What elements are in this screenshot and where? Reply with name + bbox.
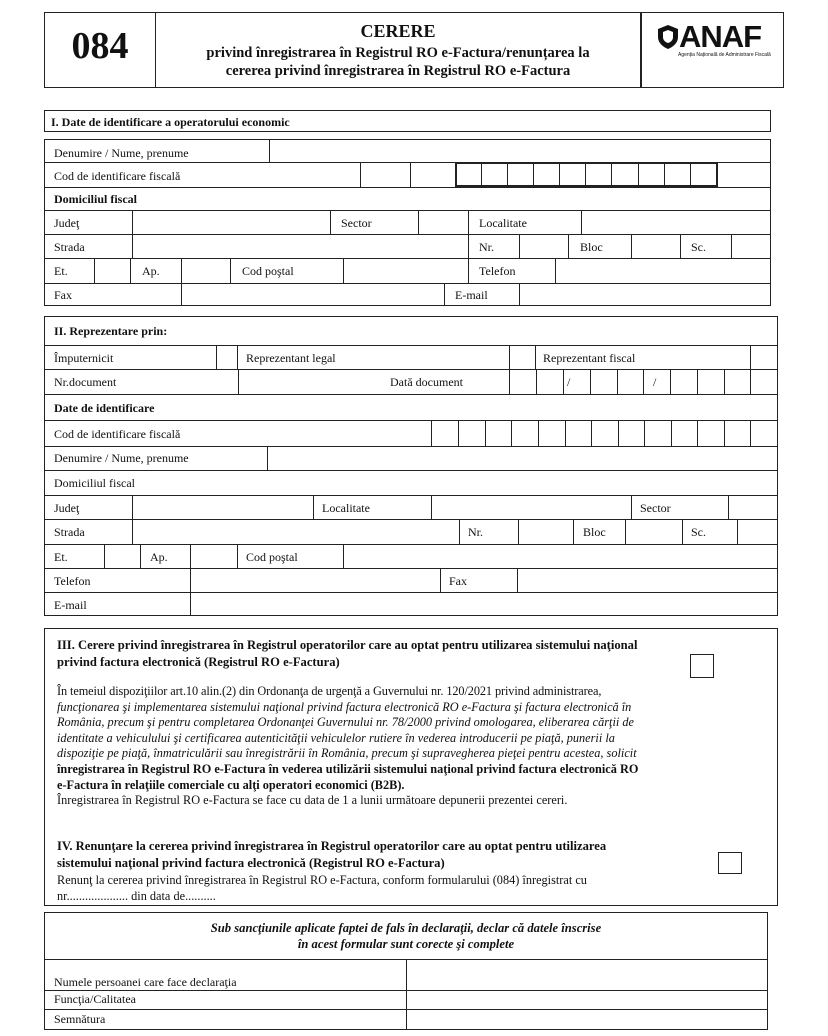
logo-subtext: Agenția Națională de Administrare Fiscală	[678, 52, 771, 58]
section3-heading-line2: privind factura electronică (Registrul RO e-Factura)	[57, 655, 340, 669]
declarant-function-label: Funcţia/Calitatea	[54, 992, 136, 1006]
logo-text: ANAF	[679, 19, 762, 54]
s2-email-label: E-mail	[54, 598, 87, 612]
s1-domicile-label: Domiciliul fiscal	[54, 192, 137, 206]
declaration-line1: Sub sancţiunile aplicate faptei de fals în declaraţii, declar că datele înscrise	[210, 921, 602, 935]
section3-checkbox[interactable]	[690, 654, 714, 678]
s1-sector-field[interactable]	[419, 211, 468, 234]
s2-domicile-label: Domiciliul fiscal	[54, 476, 135, 490]
s1-name-label: Denumire / Nume, prenume	[54, 146, 189, 160]
section1-heading: I. Date de identificare a operatorului economic	[51, 115, 290, 129]
s2-email-field[interactable]	[191, 593, 777, 615]
s3-line5: dispoziţie pe piaţă, înmatriculării sau înregistrării în România, precum şi supravegherea pieţei pentru acestea, solicit	[57, 746, 637, 761]
s1-street-label: Strada	[54, 240, 85, 254]
s2-cif-label: Cod de identificare fiscală	[54, 427, 181, 441]
s1-postal-label: Cod poştal	[242, 264, 294, 278]
s2-legal-rep-label: Reprezentant legal	[246, 351, 336, 365]
s2-date-sep-2: /	[653, 375, 657, 389]
s2-proxy-label: Împuternicit	[54, 351, 114, 365]
s2-block-label: Bloc	[583, 525, 606, 539]
form-subtitle-line2: cererea privind înregistrarea în Registrul RO e-Factura	[225, 63, 571, 79]
shield-icon	[657, 24, 679, 50]
s1-nr-label: Nr.	[479, 240, 494, 254]
s2-name-field[interactable]	[268, 447, 777, 470]
s1-sector-label: Sector	[341, 216, 372, 230]
section4-heading-line2: sistemului naţional privind factura electronică (Registrul RO e-Factura)	[57, 856, 445, 870]
s1-cif-label: Cod de identificare fiscală	[54, 169, 181, 183]
s1-locality-label: Localitate	[479, 216, 527, 230]
s1-email-label: E-mail	[455, 288, 488, 302]
s2-phone-label: Telefon	[54, 574, 91, 588]
s2-fiscal-rep-checkbox[interactable]	[751, 346, 777, 369]
s3-line6: înregistrarea în Registrul RO e-Factura în vederea utilizării sistemului naţional privind factura electronică RO	[57, 761, 639, 776]
s3-line2: funcţionarea şi implementarea sistemului naţional privind factura electronică RO e-Factura şi factura electronică în	[57, 699, 632, 714]
s2-postal-label: Cod poştal	[246, 550, 298, 564]
s3-line3: România, precum şi pentru completarea Ordonanţei Guvernului nr. 78/2000 privind omologarea, eliberarea cărţii de	[57, 715, 634, 730]
s3-line1: În temeiul dispoziţiilor art.10 alin.(2) din Ordonanţa de urgenţă a Guvernului nr. 120/2021 privind administrarea,	[57, 684, 602, 698]
section3-paragraph	[57, 684, 768, 809]
s3-line4: identitate a vehiculului şi certificarea autenticităţii vehiculelor rutiere în vederea introducerii pe piaţă, punerii la	[57, 730, 615, 745]
s2-doc-nr-field[interactable]	[239, 370, 379, 394]
s2-legal-rep-checkbox[interactable]	[510, 346, 535, 369]
s1-email-field[interactable]	[520, 284, 770, 305]
s1-floor-label: Et.	[54, 264, 68, 278]
s3-line8: Înregistrarea în Registrul RO e-Factura se face cu data de 1 a lunii următoare depunerii prezentei cereri.	[57, 793, 568, 808]
s2-id-data-label: Date de identificare	[54, 401, 155, 415]
section4-text-line2: nr.................... din data de..........	[57, 889, 216, 903]
s2-county-label: Judeţ	[54, 501, 80, 515]
s2-proxy-checkbox[interactable]	[217, 346, 237, 369]
s2-staircase-label: Sc.	[691, 525, 706, 539]
s2-doc-date-label: Dată document	[390, 375, 463, 389]
s1-county-label: Judeţ	[54, 216, 80, 230]
s2-date-sep-1: /	[567, 375, 571, 389]
s1-county-field[interactable]	[133, 211, 330, 234]
form-code: 084	[71, 25, 129, 67]
s2-locality-label: Localitate	[322, 501, 370, 515]
form-title: CERERE	[360, 21, 436, 41]
s2-floor-label: Et.	[54, 550, 68, 564]
s1-street-field[interactable]	[133, 235, 468, 258]
s1-phone-label: Telefon	[479, 264, 516, 278]
s1-name-field[interactable]	[270, 140, 770, 162]
declaration-line2: în acest formular sunt corecte şi complete	[297, 937, 515, 951]
s1-staircase-label: Sc.	[691, 240, 706, 254]
s1-cif-cells[interactable]	[455, 162, 718, 187]
section2-heading: II. Reprezentare prin:	[54, 324, 168, 338]
s1-locality-field[interactable]	[582, 211, 770, 234]
declarant-function-field[interactable]	[407, 991, 767, 1009]
s1-block-label: Bloc	[580, 240, 603, 254]
s2-name-label: Denumire / Nume, prenume	[54, 451, 189, 465]
signature-label: Semnătura	[54, 1012, 106, 1026]
s1-apartment-label: Ap.	[142, 264, 160, 278]
declarant-name-field[interactable]	[407, 960, 767, 990]
section4-checkbox[interactable]	[718, 852, 742, 874]
s2-fax-label: Fax	[449, 574, 467, 588]
s2-street-label: Strada	[54, 525, 85, 539]
section4-text-line1: Renunţ la cererea privind înregistrarea în Registrul RO e-Factura, conform formularului (084) înregistrat cu	[57, 873, 587, 887]
s1-fax-label: Fax	[54, 288, 72, 302]
declarant-name-label: Numele persoanei care face declaraţia	[54, 975, 237, 989]
s2-apartment-label: Ap.	[150, 550, 168, 564]
form-subtitle-line1: privind înregistrarea în Registrul RO e-Factura/renunțarea la	[206, 45, 590, 61]
signature-field[interactable]	[407, 1010, 767, 1029]
s3-line7: e-Factura în relaţiile comerciale cu alţi operatori economici (B2B).	[57, 777, 405, 792]
s2-fiscal-rep-label: Reprezentant fiscal	[543, 351, 636, 365]
section3-heading-line1: III. Cerere privind înregistrarea în Registrul operatorilor care au optat pentru utilizarea sistemului naţional	[57, 638, 638, 652]
section4-heading-line1: IV. Renunţare la cererea privind înregistrarea în Registrul operatorilor care au optat pentru utilizarea	[57, 839, 607, 853]
s2-nr-label: Nr.	[468, 525, 483, 539]
s2-doc-nr-label: Nr.document	[54, 375, 117, 389]
s2-sector-label: Sector	[640, 501, 671, 515]
